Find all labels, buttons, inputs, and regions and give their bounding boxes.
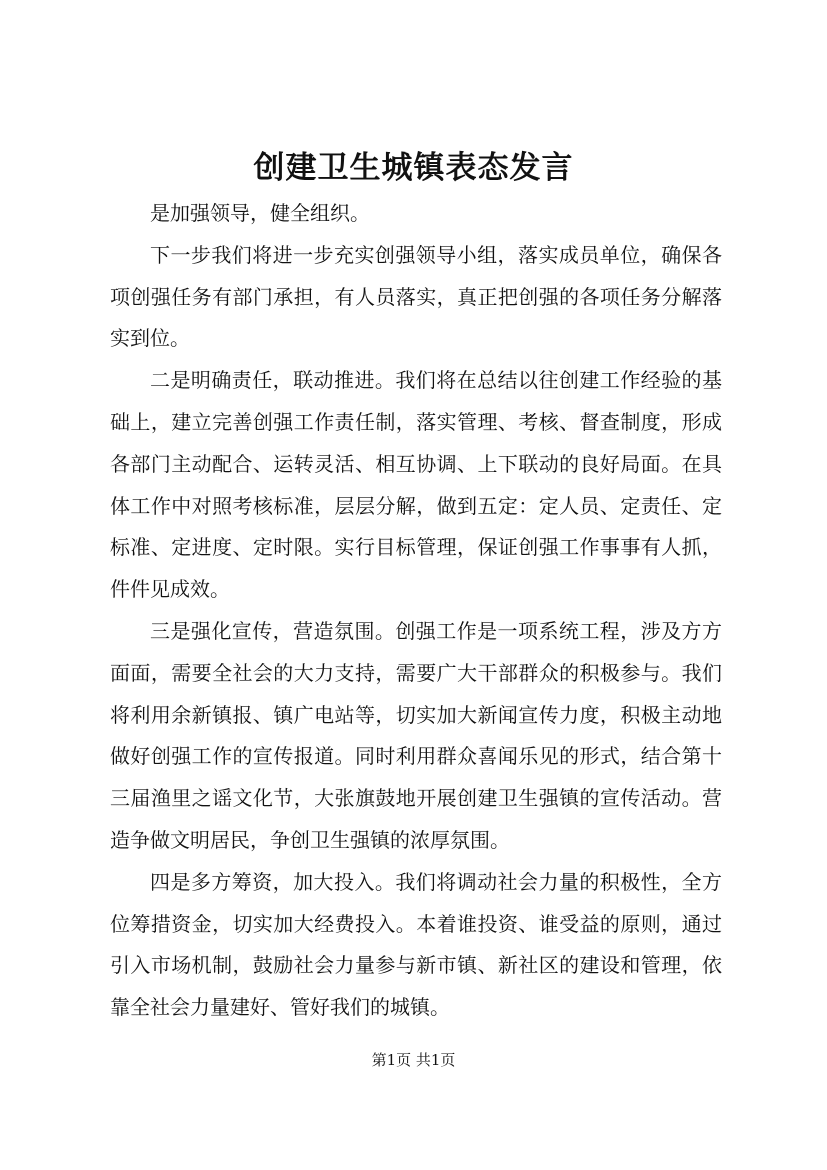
document-body: [110, 193, 722, 1029]
paragraph: 三是强化宣传，营造氛围。创强工作是一项系统工程，涉及方方面面，需要全社会的大力支持，需要广大干部群众的积极参与。我们将利用余新镇报、镇广电站等，切实加大新闻宣传力度，积极主动地做好创强工作的宣传报道。同时利用群众喜闻乐见的形式，结合第十三届渔里之谣文化节，大张旗鼓地开展创建卫生强镇的宣传活动。营造争做文明居民，争创卫生强镇的浓厚氛围。: [110, 618, 722, 852]
document-title: 创建卫生城镇表态发言: [253, 150, 574, 186]
paragraph: 下一步我们将进一步充实创强领导小组，落实成员单位，确保各项创强任务有部门承担，有人员落实，真正把创强的各项任务分解落实到位。: [110, 242, 722, 351]
page-footer: 第1页 共1页: [371, 1051, 456, 1069]
paragraph: 二是明确责任，联动推进。我们将在总结以往创建工作经验的基础上，建立完善创强工作责任制，落实管理、考核、督查制度，形成各部门主动配合、运转灵活、相互协调、上下联动的良好局面。在具体工作中对照考核标准，层层分解，做到五定：定人员、定责任、定标准、定进度、定时限。实行目标管理，保证创强工作事事有人抓，件件见成效。: [110, 368, 722, 602]
paragraph: 四是多方筹资，加大投入。我们将调动社会力量的积极性，全方位筹措资金，切实加大经费投入。本着谁投资、谁受益的原则，通过引入市场机制，鼓励社会力量参与新市镇、新社区的建设和管理，依靠全社会力量建好、管好我们的城镇。: [110, 869, 722, 1020]
paragraph: 是加强领导，健全组织。: [150, 201, 370, 225]
